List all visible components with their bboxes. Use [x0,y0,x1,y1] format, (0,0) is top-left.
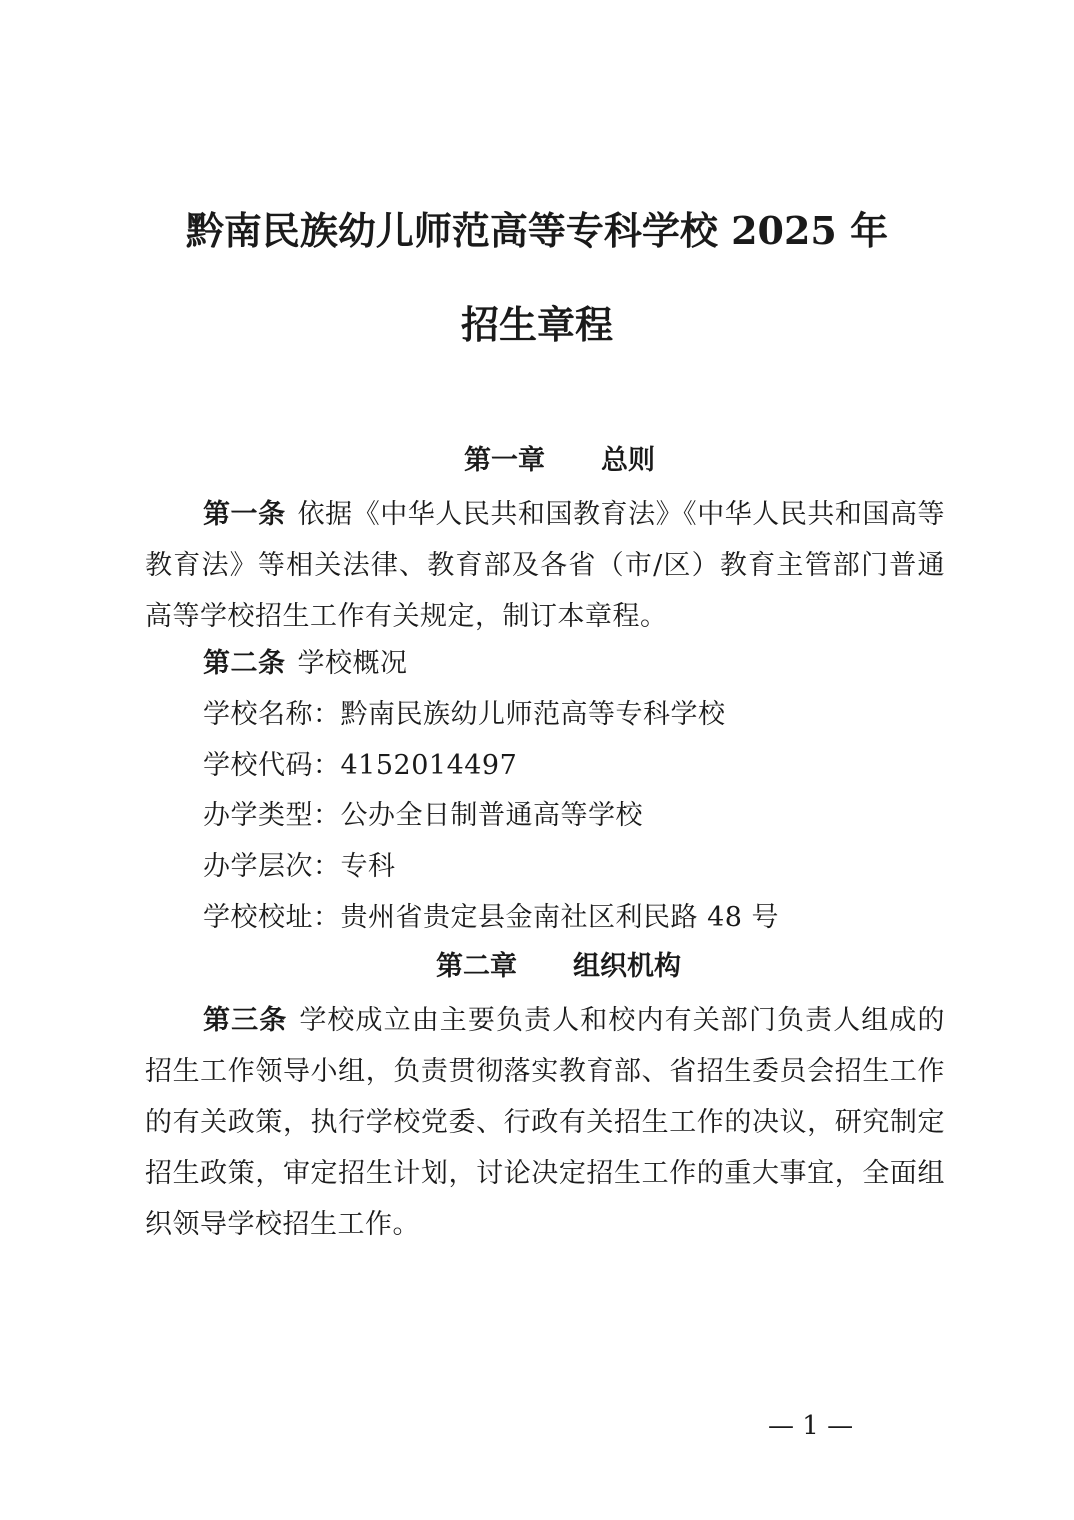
info-value: 4152014497 [340,750,518,781]
info-key: 学校名称： [203,699,341,730]
info-value: 公办全日制普通高等学校 [340,800,643,831]
chapter-heading-2 [436,953,681,980]
article-1-paragraph [145,489,945,642]
chapter-heading-1 [464,447,655,474]
document-title-subtitle: 招生章程 [460,302,613,347]
school-info-address [203,904,779,931]
info-value: 黔南民族幼儿师范高等专科学校 [340,699,726,730]
info-key: 学校校址： [203,902,341,933]
article-label: 第三条 [203,1005,288,1036]
info-key: 办学类型： [203,800,341,831]
school-info-level [203,853,396,880]
school-info-name [203,701,726,728]
article-2-line [203,650,408,677]
chapter-number: 第一章 [464,445,545,476]
article-text: 学校概况 [297,648,408,679]
article-3-paragraph [145,995,945,1250]
page-number: — 1 — [768,1411,854,1441]
chapter-name: 组织机构 [573,951,681,982]
chapter-name: 总则 [601,445,655,476]
school-info-code [203,752,517,779]
article-text: 依据《中华人民共和国教育法》《中华人民共和国高等教育法》等相关法律、教育部及各省（市/区）教育主管部门普通高等学校招生工作有关规定，制订本章程。 [145,499,946,632]
article-label: 第一条 [203,499,286,530]
info-value: 专科 [340,851,396,882]
article-label: 第二条 [203,648,286,679]
info-key: 办学层次： [203,851,341,882]
info-key: 学校代码： [203,750,341,781]
document-title: 黔南民族幼儿师范高等专科学校 2025 年 [185,208,889,253]
school-info-type [203,802,643,829]
info-value: 贵州省贵定县金南社区利民路 48 号 [340,902,780,933]
article-text: 学校成立由主要负责人和校内有关部门负责人组成的招生工作领导小组，负责贯彻落实教育部、省招生委员会招生工作的有关政策，执行学校党委、行政有关招生工作的决议，研究制定招生政策，审定招生计划，讨论决定招生工作的重大事宜，全面组织领导学校招生工作。 [145,1005,946,1240]
chapter-number: 第二章 [436,951,517,982]
